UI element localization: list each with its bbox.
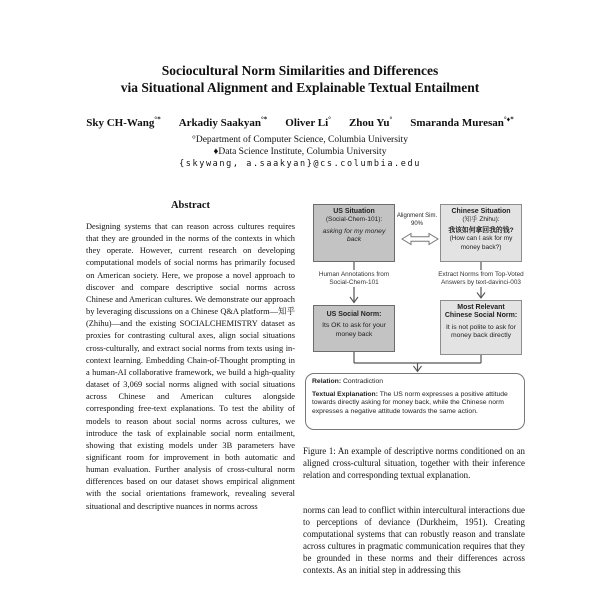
introduction-text: norms can lead to conflict within intercultural interactions due to perceptions of deviance (Durkheim, 1951). Creating computational systems that can robustly reason and translate across cultures in pragmatic communication requires that they be grounded in these norms and their differences across contexts. As an initial step in addressing this: [303, 505, 525, 575]
explanation-text: The US norm expresses a positive attitude towards directly asking for money back, while the Chinese norm expresses a negative attitude towards the same action.: [312, 390, 508, 415]
chinese-norm-text: It is not polite to ask for money back directly: [446, 323, 516, 340]
figure-1-caption: Figure 1: An example of descriptive norms conditioned on an aligned cross-cultural situation, together with their inference relation and corresponding textual explanation.: [303, 446, 525, 480]
author-4-name: Zhou Yu: [348, 116, 390, 129]
left-column: [86, 200, 295, 513]
alignment-label-line2: 90%: [410, 220, 423, 227]
us-norm-title: US Social Norm:: [326, 311, 382, 318]
us-situation-title: US Situation: [333, 208, 375, 215]
author-2-affil-marks: °*: [260, 115, 268, 123]
us-situation-box: [313, 204, 395, 262]
author-5: [410, 117, 514, 129]
us-situation-text: asking for my money back: [322, 227, 386, 244]
chinese-norm-title: [443, 304, 519, 321]
author-2: [179, 117, 268, 129]
author-2-name: Arkadiy Saakyan: [178, 116, 261, 129]
author-4: [349, 117, 392, 129]
author-1: [86, 117, 160, 129]
abstract-text: Designing systems that can reason across cultures requires that they are grounded in the norms of the contexts in which they operate. However, current research on developing computational models of social norms has primarily focused on American society. Here, we propose a novel approach to discover and compare descriptive social norms across Chinese and American cultures. We demonstrate our approach by leveraging discussions on a Chinese Q&A platform—知乎 (Zhihu)—and the existing SOCIALCHEMISTRY dataset as proxies for contrasting cultural axes, align social situations cross-culturally, and extract social norms from texts using in-context learning. Embedding Chain-of-Thought prompting in a human-AI collaborative framework, we build a high-quality dataset of 3,069 social norms aligned with social situations across Chinese and American cultures alongside corresponding free-text explanations. To test the ability of models to reason about social norms across cultures, we introduce the task of explainable social norm entailment, showing that existing models under 3B parameters have significant room for improvement in both automatic and human evaluation. Further analysis of cross-cultural norm differences based on our dataset shows empirical alignment with the social orientations framework, revealing several situational and descriptive nuances in norms across: [86, 222, 295, 511]
affiliation-2: ♦Data Science Institute, Columbia University: [213, 147, 387, 157]
chinese-situation-title: Chinese Situation: [451, 208, 511, 215]
figure-1: [303, 200, 527, 432]
paper-title: [0, 62, 600, 96]
explanation-label: Textual Explanation:: [312, 390, 378, 398]
title-line-2: via Situational Alignment and Explainable Textual Entailment: [120, 80, 480, 95]
chinese-situation-source: (知乎 Zhihu):: [462, 216, 500, 224]
right-column: [303, 200, 525, 576]
us-norm-text: Its OK to ask for your money back: [322, 322, 386, 338]
chinese-situation-box: [440, 204, 522, 262]
chinese-situation-text-zh: 我该如何拿回我的钱?: [448, 226, 514, 234]
author-3: [285, 117, 331, 129]
alignment-similarity-label: [392, 213, 442, 228]
contact-email: {skywang, a.saakyan}@cs.columbia.edu: [179, 159, 421, 169]
author-3-affil-marks: °: [328, 115, 331, 123]
relation-box: [305, 373, 525, 430]
us-norm-box: [313, 305, 395, 352]
us-edge-label: Human Annotations from Social-Chem-101: [318, 271, 390, 286]
relation-value: Contradiction: [341, 378, 384, 385]
explanation-line: [312, 391, 518, 417]
chinese-edge-label: Extract Norms from Top-Voted Answers by text-davinci-003: [438, 271, 524, 286]
chinese-norm-title-line1: Most Relevant: [457, 304, 505, 311]
alignment-label-line1: Alignment Sim.: [396, 213, 438, 219]
author-1-name: Sky CH-Wang: [86, 116, 155, 129]
chinese-norm-box: [440, 300, 522, 355]
double-arrow-icon: [400, 231, 440, 247]
affiliation-1: °Department of Computer Science, Columbia University: [192, 135, 408, 145]
author-1-affil-marks: °*: [154, 115, 161, 123]
author-line: [0, 115, 600, 129]
relation-label: Relation:: [312, 378, 342, 385]
us-situation-source: (Social-Chem-101):: [325, 216, 383, 224]
relation-line: [312, 378, 518, 387]
author-5-affil-marks: °♦*: [503, 115, 514, 123]
author-5-name: Smaranda Muresan: [410, 116, 504, 129]
abstract-heading: Abstract: [170, 200, 211, 211]
title-line-1: Sociocultural Norm Similarities and Differences: [161, 63, 439, 78]
author-3-name: Oliver Li: [285, 116, 329, 129]
chinese-norm-title-line2: Chinese Social Norm:: [444, 312, 518, 320]
author-4-affil-marks: °: [389, 115, 393, 123]
chinese-situation-text-en: (How can I ask for my money back?): [449, 235, 513, 251]
